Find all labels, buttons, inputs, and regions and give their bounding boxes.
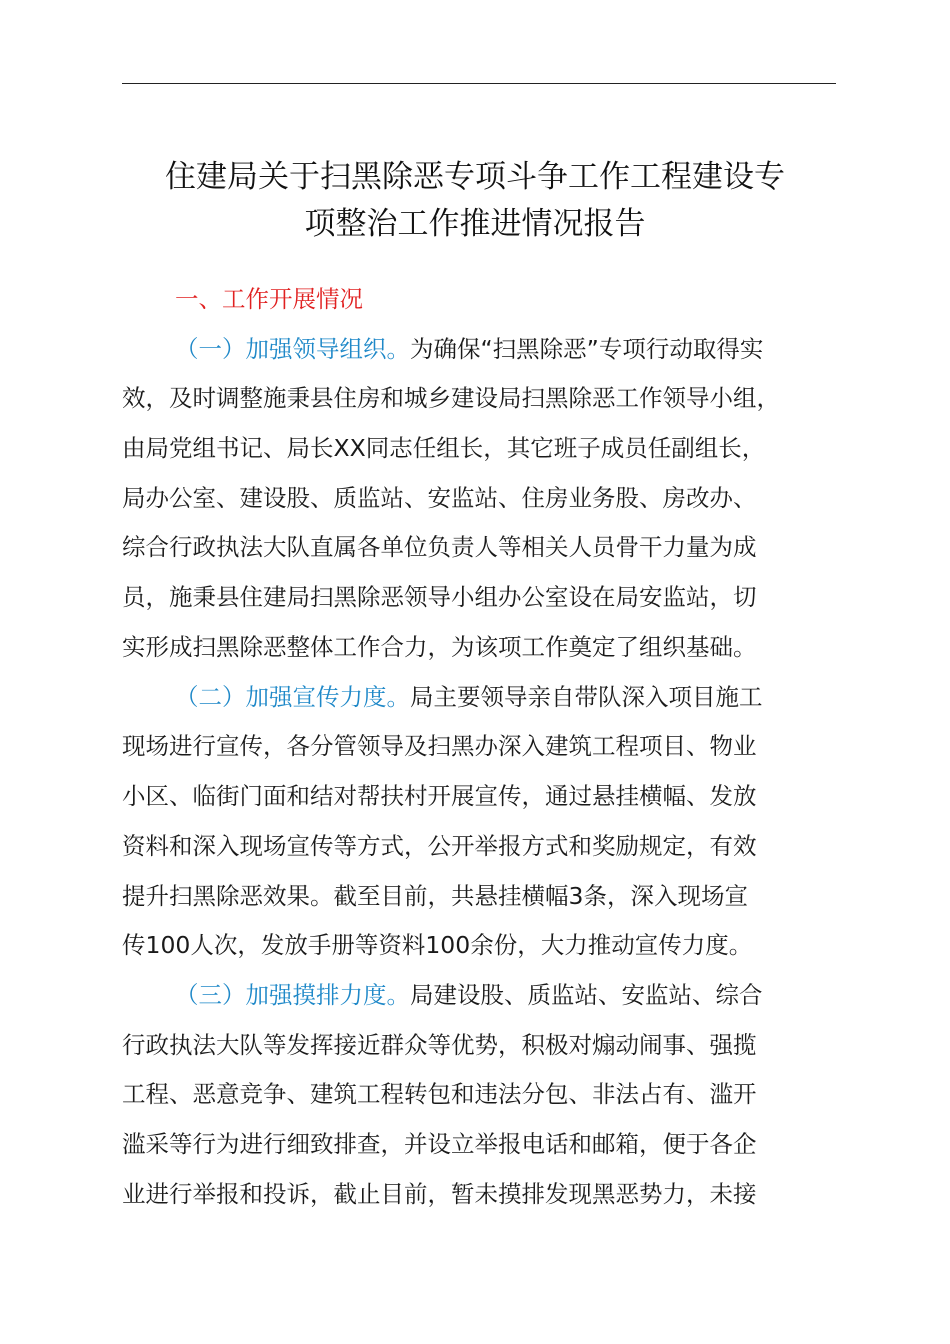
- section-heading: 一、工作开展情况: [175, 285, 363, 313]
- paragraph-3-label: （三）加强摸排力度。: [175, 981, 410, 1009]
- paragraph-1-line-4: 局办公室、建设股、质监站、安监站、住房业务股、房改办、: [122, 484, 757, 512]
- paragraph-1-line-2: 效，及时调整施秉县住房和城乡建设局扫黑除恶工作领导小组，: [122, 384, 780, 412]
- header-rule: [122, 83, 836, 84]
- paragraph-3-text: 局建设股、质监站、安监站、综合: [410, 981, 763, 1009]
- paragraph-2-line-2: 现场进行宣传，各分管领导及扫黑办深入建筑工程项目、物业: [122, 732, 757, 760]
- document-title-line-1: 住建局关于扫黑除恶专项斗争工作工程建设专: [165, 159, 785, 195]
- paragraph-1-text: 为确保“扫黑除恶”专项行动取得实: [410, 335, 764, 363]
- paragraph-2-text: 局主要领导亲自带队深入项目施工: [410, 683, 763, 711]
- paragraph-2-line-5: 提升扫黑除恶效果。截至目前，共悬挂横幅3条，深入现场宣: [122, 882, 748, 910]
- paragraph-3-line-3: 工程、恶意竞争、建筑工程转包和违法分包、非法占有、滥开: [122, 1080, 757, 1108]
- paragraph-2-label: （二）加强宣传力度。: [175, 683, 410, 711]
- document-title-line-2: 项整治工作推进情况报告: [304, 206, 646, 242]
- paragraph-1-line-7: 实形成扫黑除恶整体工作合力，为该项工作奠定了组织基础。: [122, 633, 757, 661]
- paragraph-3-line-5: 业进行举报和投诉，截止目前，暂未摸排发现黑恶势力，未接: [122, 1180, 757, 1208]
- paragraph-1-label: （一）加强领导组织。: [175, 335, 410, 363]
- paragraph-1-line-1: [175, 332, 763, 366]
- paragraph-2-line-6: 传100人次，发放手册等资料100余份，大力推动宣传力度。: [122, 931, 753, 959]
- paragraph-2-line-3: 小区、临街门面和结对帮扶村开展宣传，通过悬挂横幅、发放: [122, 782, 757, 810]
- paragraph-3-line-4: 滥采等行为进行细致排查，并设立举报电话和邮箱，便于各企: [122, 1130, 757, 1158]
- paragraph-3-line-2: 行政执法大队等发挥接近群众等优势，积极对煽动闹事、强揽: [122, 1031, 757, 1059]
- paragraph-1-line-5: 综合行政执法大队直属各单位负责人等相关人员骨干力量为成: [122, 533, 757, 561]
- paragraph-2-line-4: 资料和深入现场宣传等方式，公开举报方式和奖励规定，有效: [122, 832, 757, 860]
- paragraph-1-line-3: 由局党组书记、局长XX同志任组长，其它班子成员任副组长，: [122, 434, 766, 462]
- paragraph-1-line-6: 员，施秉县住建局扫黑除恶领导小组办公室设在局安监站，切: [122, 583, 757, 611]
- paragraph-3-line-1: [175, 978, 763, 1012]
- paragraph-2-line-1: [175, 680, 763, 714]
